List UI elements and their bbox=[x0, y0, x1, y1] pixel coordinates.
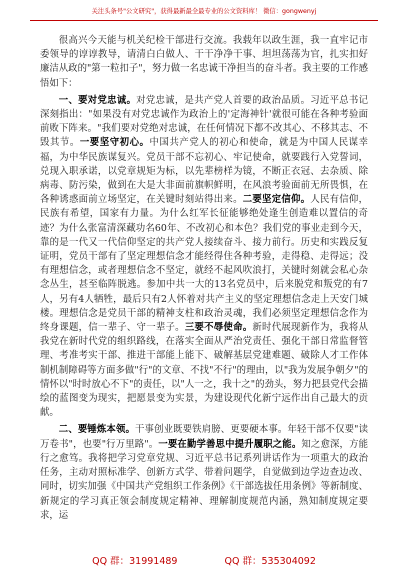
section-heading: 二要坚定信仰。 bbox=[242, 194, 311, 206]
section-heading: 二、要锤炼本领。 bbox=[58, 424, 136, 436]
paragraph-text: 新时代展现新作为，我将从我党在新时代党的组织路线，在落实全面从严治党责任、强化干部日常监督管理、考准考实干部、推进干部能上能下、破解基层党建难题、破除人才工作体制机制障碍等方面多做"行"的文章、不找"不行"的理由，以"我为发展争朝夕"的情怀以"时时放心不下"的责任，以"人一之，我十之"的劲头，努力把县党代会描绘的蓝图变为现实，把愿景变为实景，为建设现代化新宁远作出自己最大的贡献。 bbox=[40, 322, 368, 419]
header-divider bbox=[30, 20, 378, 21]
paragraph-text: 人民有信仰，民族有希望，国家有力量。为什么红军长征能够绝处逢生创造难以置信的奇迹？为什么张富清深藏功名60年、不改初心和本色？我们党的事业走到今天，靠的是一代又一代信仰坚定的共产党人接续奋斗、接力前行。历史和实践反复证明，党员干部有了坚定理想信念才能经得住各种考验，走得稳、走得远；没有理想信念，或者理想信念不坚定，就经不起风吹浪打，关键时刻就会私心杂念丛生，甚至临阵脱逃。参加中共一大的13名党员中，后来脱党和叛党的有7人，另有4人牺牲，最后只有2人怀着对共产主义的坚定理想信念走上天安门城楼。理想信念是党员干部的精神支柱和政治灵魂，我们必须坚定理想信念作为终身课题，信一辈子、守一辈子。 bbox=[40, 194, 368, 334]
paragraph-text: 中国共产党人的初心和使命，就是为中国人民谋幸福，为中华民族谋复兴。党员干部不忘初心、牢记使命，就要践行入党誓词，兑现入职承诺，以党章规矩为标，以先辈榜样为镜，不断正衣冠、去杂质、除病毒、防污染，做到在大是大非面前旗帜鲜明，在风浪考验面前无所畏惧，在各种诱惑面前立场坚定，在关键时刻站得出来。 bbox=[40, 137, 368, 206]
paragraph-text: 对党忠诚，是共产党人首要的政治品质。习近平总书记深刻指出："如果没有对党忠诚作为政治上的'定海神针'就很可能在各种考验面前败下阵来。"我们要对党绝对忠诚，在任何情况下都不改其心、不移其志、不毁其节。 bbox=[40, 94, 368, 149]
paragraph-text: 很高兴今天能与机关纪检干部进行交流。我载年以政生涯，我一直牢记市委领导的谆谆教导，请清白白做人、干干净净干事、坦坦荡荡为官，扎实扣好廉洁从政的"第一粒扣子"，努力做一名忠诚干净担当的奋斗者。我主要的工作感悟如下： bbox=[40, 35, 368, 89]
paragraph bbox=[40, 34, 368, 91]
section-heading: 一、要对党忠诚。 bbox=[58, 94, 137, 106]
promo-header: 关注头条号"公文研究"，获得最新最全最专业的公文资料库！ 微信：gongwenyj bbox=[91, 8, 317, 15]
section-heading: 三要不辱使命。 bbox=[184, 322, 253, 334]
paragraph-text: 干事创业既要铁肩膀、更要硬本事。年轻干部不仅要"读万卷书"，也要"行万里路"。 bbox=[40, 424, 368, 450]
section-heading: 一要在勤学善思中提升履职之能。 bbox=[158, 438, 302, 450]
paragraph-text: 知之愈深，方能行之愈笃。我将把学习党章党规、习近平总书记系列讲话作为一项重大的政治任务，主动对照标准学、创新方式学、带着问题学，自觉做到边学边查边改、同时，切实加强《中国共产党组织工作条例》《干部选拔任用条例》等新制度、新规定的学习真正领会制度规定精神、理解制度规范内涵，熟知制度规定要求，运 bbox=[40, 438, 368, 521]
footer-qq-group-1: QQ 群：31991489 bbox=[92, 556, 178, 567]
paragraph bbox=[40, 94, 368, 421]
footer bbox=[0, 553, 408, 567]
section-heading: 一要坚守初心。 bbox=[79, 137, 150, 149]
paragraph bbox=[40, 423, 368, 522]
footer-qq-group-2: QQ 群：535304092 bbox=[224, 556, 316, 567]
document-body bbox=[40, 34, 368, 526]
